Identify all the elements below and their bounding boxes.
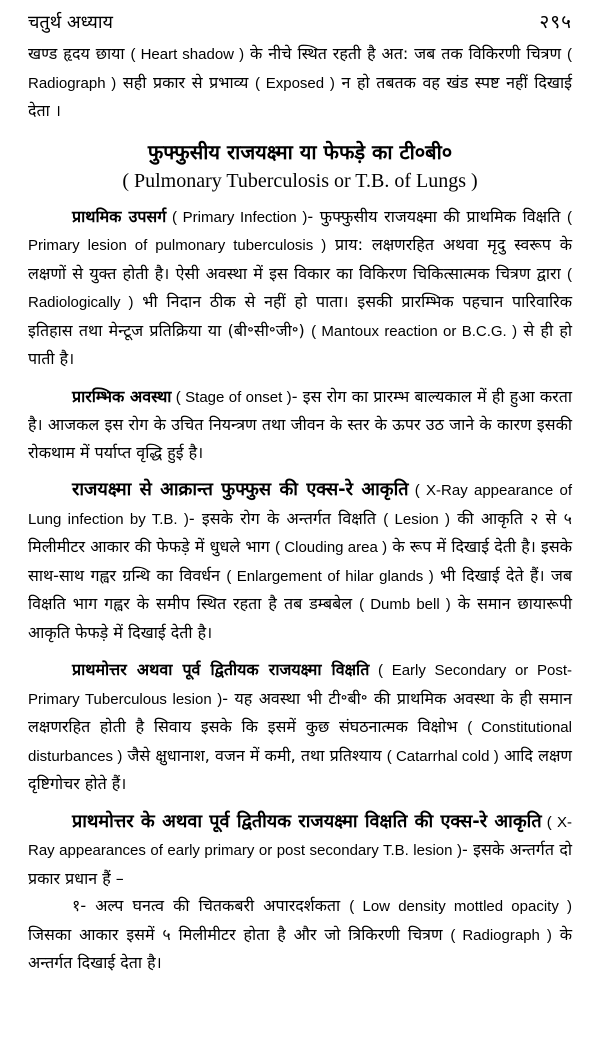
english-term: ( Early Secondary or Post-Primary Tuberculous lesion ) bbox=[28, 662, 572, 708]
english-term: ( Dumb bell ) bbox=[359, 596, 451, 613]
english-term: ( Radiograph ) bbox=[450, 926, 552, 944]
page-number: २९५ bbox=[539, 11, 572, 33]
english-term: ( Radiograph ) bbox=[28, 46, 572, 92]
paragraph-heading: प्राथमोत्तर अथवा पूर्व द्वितीयक राजयक्ष्मा विक्षति bbox=[72, 660, 370, 679]
text-run: न हो तबतक वह खंड स्पष्ट नहीं दिखाई देता । bbox=[28, 72, 573, 120]
intro-paragraph bbox=[28, 40, 572, 125]
english-term: ( Clouding area ) bbox=[275, 539, 388, 556]
paragraph-heading: प्राथमिक उपसर्ग bbox=[72, 206, 167, 226]
english-term: ( Stage of onset ) bbox=[171, 388, 292, 406]
text-run: के समान छायारूपी आकृति फेफड़े में दिखाई देती है। bbox=[28, 594, 572, 642]
text-run: आदि लक्षण दृष्टिगोचर होते हैं। bbox=[28, 745, 572, 793]
text-run: के नीचे स्थित रहती है अत: जब तक विकिरणी चित्रण bbox=[244, 44, 567, 63]
english-term: ( Radiologically ) bbox=[28, 265, 572, 311]
text-run: भी दिखाई देते हैं। जब विक्षति भाग गह्वर के समीप स्थित रहता है तब डम्बबेल bbox=[28, 565, 573, 613]
section-title-hindi: फुफ्फुसीय राजयक्ष्मा या फेफड़े का टी०बी० bbox=[147, 139, 453, 164]
section-title-english: ( Pulmonary Tuberculosis or T.B. of Lungs ) bbox=[122, 169, 478, 192]
post-primary-xray-paragraph bbox=[28, 808, 572, 893]
text-run: के अन्तर्गत दिखाई देता है। bbox=[28, 924, 572, 972]
text-run: जिसका आकार इसमें ५ मिलीमीटर होता है और जो त्रिकिरणी चित्रण bbox=[28, 924, 451, 944]
text-run: सही प्रकार से प्रभाव्य bbox=[116, 72, 256, 92]
text-run: - इस रोग का प्रारम्भ बाल्यकाल में ही हुआ करता है। आजकल इस रोग के उचित नियन्त्रण तथा जीवन के स्तर के ऊपर उठ जाने के कारण इसकी रोकथाम में पर्याप्त वृद्धि हुई है। bbox=[28, 386, 572, 462]
text-run: की आकृति २ से ५ मिलीमीटर आकार की फेफड़े में धुधले भाग bbox=[28, 508, 572, 556]
xray-lung-infection-paragraph bbox=[28, 476, 572, 646]
english-term: ( Catarrhal cold ) bbox=[386, 747, 499, 765]
text-run: से ही हो पाती है। bbox=[28, 320, 573, 368]
english-term: ( Enlargement of hilar glands ) bbox=[226, 567, 434, 585]
english-term: ( Heart shadow ) bbox=[130, 46, 245, 63]
english-term: ( Constitutional disturbances ) bbox=[28, 719, 572, 765]
text-run: खण्ड हृदय छाया bbox=[28, 44, 131, 63]
english-term: ( Exposed ) bbox=[255, 74, 335, 92]
text-run: - इसके अन्तर्गत दो प्रकार प्रधान हैं – bbox=[28, 840, 572, 888]
text-run: - फुफ्फुसीय राजयक्ष्मा की प्राथमिक विक्षति bbox=[307, 206, 568, 226]
paragraph-heading: राजयक्ष्मा से आक्रान्त फुफ्फुस की एक्स-रे आकृति bbox=[72, 479, 409, 500]
chapter-title: चतुर्थ अध्याय bbox=[28, 12, 113, 33]
text-run: १- अल्प घनत्व की चितकबरी अपारदर्शकता bbox=[72, 896, 350, 915]
english-term: ( Low density mottled opacity ) bbox=[349, 898, 572, 915]
english-term: ( Primary lesion of pulmonary tuberculosis ) bbox=[28, 208, 573, 254]
post-primary-lesion-paragraph bbox=[28, 656, 572, 798]
english-term: ( Primary Infection ) bbox=[166, 208, 308, 226]
english-term: ( X-Ray appearances of early primary or post secondary T.B. lesion ) bbox=[28, 813, 572, 859]
primary-infection-paragraph bbox=[28, 203, 572, 373]
english-term: ( Lesion ) bbox=[383, 510, 451, 528]
text-run: के रूप में दिखाई देती है। इसके साथ-साथ गह्वर ग्रन्थि का विवर्धन bbox=[28, 537, 572, 585]
text-run: प्राय: लक्षणरहित अथवा मृदु स्वरूप के लक्षणों से युक्त होती है। ऐसी अवस्था में इस विकार का विकिरण चिकित्सात्मक चित्रण द्वारा bbox=[28, 235, 572, 283]
stage-of-onset-paragraph bbox=[28, 383, 572, 467]
list-item-1 bbox=[28, 892, 572, 977]
english-term: ( Mantoux reaction or B.C.G. ) bbox=[311, 322, 518, 340]
text-run: भी निदान ठीक से नहीं हो पाता। इसकी प्रारम्भिक पहचान पारिवारिक इतिहास तथा मेन्टूज प्रतिक्रिया या (बी॰सी॰जी॰) bbox=[28, 292, 572, 340]
paragraph-heading: प्रारम्भिक अवस्था bbox=[72, 386, 172, 406]
english-term: ( X-Ray appearance of Lung infection by T.B. ) bbox=[28, 482, 572, 528]
paragraph-heading: प्राथमोत्तर के अथवा पूर्व द्वितीयक राजयक्ष्मा विक्षति की एक्स-रे आकृति bbox=[72, 810, 542, 832]
text-run: - इसके रोग के अन्तर्गत विक्षति bbox=[188, 508, 384, 528]
running-header bbox=[28, 8, 572, 40]
text-run: जैसे क्षुधानाश, वजन में कमी, तथा प्रतिश्याय bbox=[122, 745, 387, 765]
text-run: - यह अवस्था भी टी॰बी॰ की प्राथमिक अवस्था के ही समान लक्षणरहित होती है सिवाय इसके कि इसमें कुछ संघठनात्मक विक्षोभ bbox=[28, 688, 572, 736]
